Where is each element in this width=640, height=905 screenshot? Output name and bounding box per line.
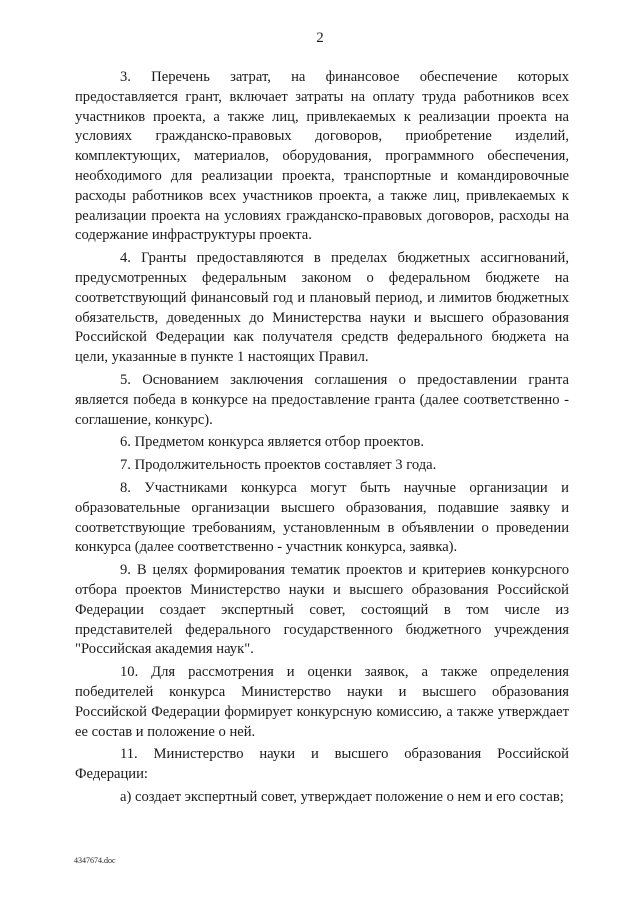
- paragraph-4: 4. Гранты предоставляются в пределах бюджетных ассигнований, предусмотренных федеральным законом о федеральном бюджете на соответствующий финансовый год и плановый период, и лимитов бюджетных обязательств, доведенных до Министерства науки и высшего образования Российской Федерации как получателя средств федерального бюджета на цели, указанные в пункте 1 настоящих Правил.: [75, 250, 569, 366]
- paragraph-8: 8. Участниками конкурса могут быть научные организации и образовательные организации высшего образования, подавшие заявку и соответствующие требованиям, установленным в объявлении о проведении конкурса (далее соответственно - участник конкурса, заявка).: [75, 479, 569, 556]
- page-number: 2: [316, 30, 324, 46]
- document-body: [75, 68, 569, 811]
- footer-document-code: 4347674.doc: [74, 856, 116, 865]
- paragraph-11a: а) создает экспертный совет, утверждает положение о нем и его состав;: [120, 788, 564, 805]
- paragraph-9: 9. В целях формирования тематик проектов и критериев конкурсного отбора проектов Министерство науки и высшего образования Российской Федерации создает экспертный совет, состоящий в том числе из представителей федерального государственного бюджетного учреждения "Российская академия наук".: [75, 562, 569, 658]
- paragraph-11: 11. Министерство науки и высшего образования Российской Федерации:: [75, 746, 569, 783]
- paragraph-6: 6. Предметом конкурса является отбор проектов.: [120, 434, 425, 451]
- paragraph-3: 3. Перечень затрат, на финансовое обеспечение которых предоставляется грант, включает затраты на оплату труда работников всех участников проекта, а также лиц, привлекаемых к реализации проекта на условиях гражданско-правовых договоров, приобретение изделий, комплектующих, материалов, оборудования, программного обеспечения, необходимого для реализации проекта, транспортные и командировочные расходы работников всех участников проекта, а также лиц, привлекаемых к реализации проекта на условиях гражданско-правовых договоров, расходы на содержание инфраструктуры проекта.: [75, 69, 569, 244]
- paragraph-5: 5. Основанием заключения соглашения о предоставлении гранта является победа в конкурсе на предоставление гранта (далее соответственно - соглашение, конкурс).: [75, 371, 569, 428]
- paragraph-7: 7. Продолжительность проектов составляет 3 года.: [120, 457, 437, 474]
- paragraph-10: 10. Для рассмотрения и оценки заявок, а также определения победителей конкурса Министерство науки и высшего образования Российской Федерации формирует конкурсную комиссию, а также утверждает ее состав и положение о ней.: [75, 664, 569, 740]
